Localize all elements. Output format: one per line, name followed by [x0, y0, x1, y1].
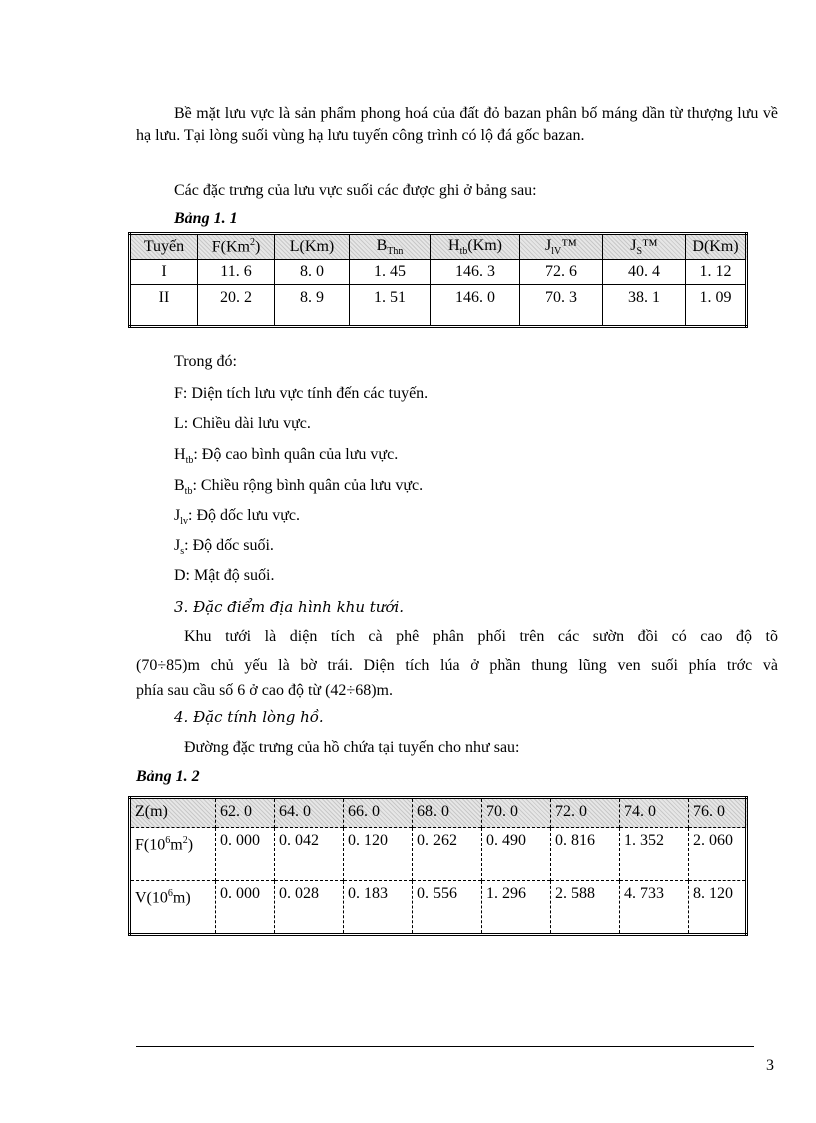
table2-caption: Bảng 1. 2 [136, 768, 200, 785]
definition-l: L: Chiều dài lưu vực. [174, 415, 311, 432]
table-cell: 1. 45 [350, 260, 431, 285]
table-cell: 2. 060 [689, 828, 747, 881]
irrigation-paragraph-line2: (70÷85)m chủ yếu là bờ trái. Diện tích lúa ở phần thung lũng ven suối phía trớc và [136, 657, 778, 674]
header-cell: 70. 0 [482, 798, 551, 828]
header-jlv: $J_{lV}™$ [520, 234, 603, 260]
header-h: $H_{tb}(Km)$ [431, 234, 520, 260]
header-f: F(Km$^2$) [198, 234, 275, 260]
header-cell: 62. 0 [216, 798, 275, 828]
table-cell: 0. 000 [216, 881, 275, 935]
table-cell: 20. 2 [198, 285, 275, 327]
reservoir-intro-text: Đường đặc trưng của hồ chứa tại tuyến cho như sau: [184, 739, 520, 756]
table-cell: 70. 3 [520, 285, 603, 327]
header-js: $J_S™$ [603, 234, 686, 260]
section-heading-4: 4. Đặc tính lòng hồ. [174, 708, 324, 726]
section-heading-3: 3. Đặc điểm địa hình khu tưới. [174, 598, 405, 616]
table-row [130, 828, 747, 881]
definition-b: $B_{tb}$: Chiều rộng bình quân của lưu vực. [174, 477, 424, 498]
table1-header-row [130, 234, 747, 260]
table-cell: 0. 120 [344, 828, 413, 881]
table1-caption: Bảng 1. 1 [174, 210, 238, 227]
reservoir-characteristics-table [128, 796, 748, 936]
table-cell: 146. 0 [431, 285, 520, 327]
header-cell: 64. 0 [275, 798, 344, 828]
table-cell: 8. 120 [689, 881, 747, 935]
table-cell: 1. 12 [686, 260, 747, 285]
header-cell: 66. 0 [344, 798, 413, 828]
table-cell: 146. 3 [431, 260, 520, 285]
table-cell: 0. 042 [275, 828, 344, 881]
intro-paragraph: Bề mặt lưu vực là sản phẩm phong hoá của đất đỏ bazan phân bố máng dần từ thượng lưu về hạ lưu. Tại lòng suối vùng hạ lưu tuyến công trình có lộ đá gốc bazan. [136, 105, 778, 144]
definition-f: F: Diện tích lưu vực tính đến các tuyến. [174, 385, 429, 402]
table-cell: 4. 733 [620, 881, 689, 935]
table2-header-row [130, 798, 747, 828]
definitions-intro: Trong đó: [174, 353, 237, 370]
table-row [130, 260, 747, 285]
table-cell: 40. 4 [603, 260, 686, 285]
header-b: $B_{Thn}$ [350, 234, 431, 260]
table-cell: 8. 0 [275, 260, 350, 285]
definition-jlv: $J_{lv}$: Độ dốc lưu vực. [174, 507, 301, 528]
header-z: Z(m) [135, 803, 168, 820]
table-cell: 11. 6 [198, 260, 275, 285]
table-cell: 1. 296 [482, 881, 551, 935]
table-cell: 0. 028 [275, 881, 344, 935]
basin-characteristics-table [128, 232, 748, 328]
header-d: D(Km) [686, 234, 747, 260]
definition-d: D: Mật độ suối. [174, 567, 275, 584]
header-tuyen: Tuyến [130, 234, 198, 260]
table-cell: 1. 09 [686, 285, 747, 327]
header-cell: 68. 0 [413, 798, 482, 828]
page-number: 3 [766, 1057, 774, 1074]
table-intro-text: Các đặc trưng của lưu vực suối các được ghi ở bảng sau: [174, 182, 537, 199]
table-cell: II [130, 285, 198, 327]
definition-js: $J_s$: Độ dốc suối. [174, 537, 274, 558]
header-cell: 74. 0 [620, 798, 689, 828]
table-cell: 72. 6 [520, 260, 603, 285]
table-row [130, 881, 747, 935]
irrigation-paragraph-line1: Khu tưới là diện tích cà phê phân phối trên các sườn đồi có cao độ tõ [184, 628, 778, 645]
table-cell: I [130, 260, 198, 285]
table-cell: 0. 262 [413, 828, 482, 881]
table-cell: 1. 352 [620, 828, 689, 881]
table-cell: 0. 490 [482, 828, 551, 881]
table-cell: 0. 183 [344, 881, 413, 935]
irrigation-paragraph-line3: phía sau cầu số 6 ở cao độ từ (42÷68)m. [136, 682, 393, 699]
table-cell: 8. 9 [275, 285, 350, 327]
footer-rule [136, 1046, 754, 1047]
table-row [130, 285, 747, 327]
table-cell: 2. 588 [551, 881, 620, 935]
row-label-f: $F(10^6m^2)$ [130, 828, 216, 881]
header-cell: 76. 0 [689, 798, 747, 828]
table-cell: 1. 51 [350, 285, 431, 327]
table-cell: 0. 556 [413, 881, 482, 935]
table-cell: 0. 816 [551, 828, 620, 881]
header-l: L(Km) [275, 234, 350, 260]
table-cell: 0. 000 [216, 828, 275, 881]
table-cell: 38. 1 [603, 285, 686, 327]
row-label-v: $V(10^6m)$ [130, 881, 216, 935]
definition-h: $H_{tb}$: Độ cao bình quân của lưu vực. [174, 446, 399, 467]
header-cell: 72. 0 [551, 798, 620, 828]
